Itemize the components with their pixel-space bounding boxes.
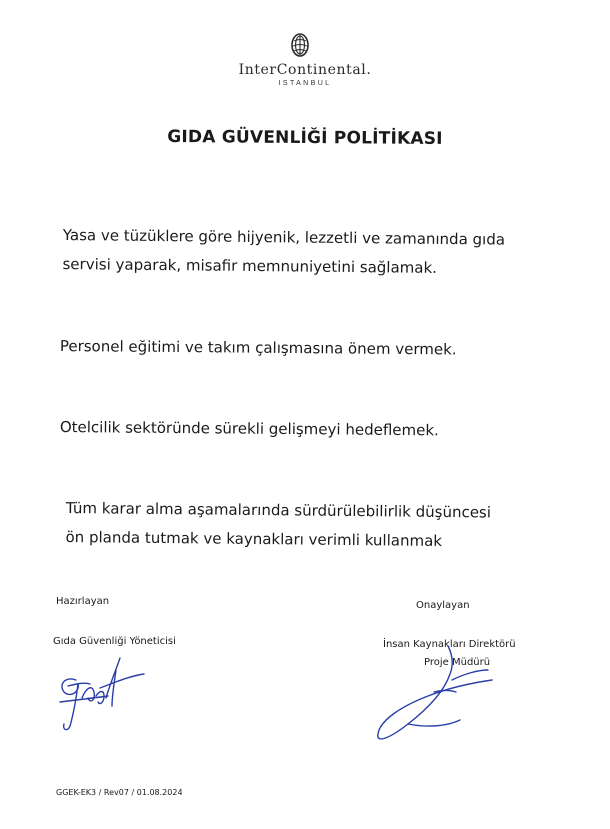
approved-by-role: İnsan Kaynakları Direktörü (383, 639, 516, 650)
approved-by-role-secondary: Proje Müdürü (424, 657, 491, 668)
policy-line: Personel eğitimi ve takım çalışmasına önem vermek. (59, 336, 457, 359)
policy-item (65, 494, 491, 556)
policy-line: Yasa ve tüzüklere göre hijyenik, lezzetli ve zamanında gıda (62, 225, 506, 249)
prepared-signature (46, 640, 156, 740)
document-title: GIDA GÜVENLİĞİ POLİTİKASI (167, 127, 443, 149)
prepared-by-role: Gıda Güvenliği Yöneticisi (53, 636, 176, 647)
brand-name: InterContinental. (238, 62, 372, 78)
policy-item (62, 221, 505, 284)
policy-line: servisi yaparak, misafir memnuniyetini sağlamak. (62, 254, 438, 277)
policy-line: ön planda tutmak ve kaynakları verimli kullanmak (65, 527, 443, 550)
policy-item (60, 413, 439, 445)
policy-item (60, 332, 457, 364)
policy-line: Tüm karar alma aşamalarında sürdürülebilirlik düşüncesi (65, 498, 492, 522)
intercontinental-emblem-icon (289, 32, 311, 58)
policy-line: Otelcilik sektöründe sürekli gelişmeyi hedeflemek. (59, 417, 439, 440)
prepared-by-label: Hazırlayan (56, 596, 110, 607)
document-code: GGEK-EK3 / Rev07 / 01.08.2024 (56, 788, 183, 797)
brand-city: ISTANBUL (278, 80, 332, 87)
approved-by-label: Onaylayan (416, 600, 470, 611)
